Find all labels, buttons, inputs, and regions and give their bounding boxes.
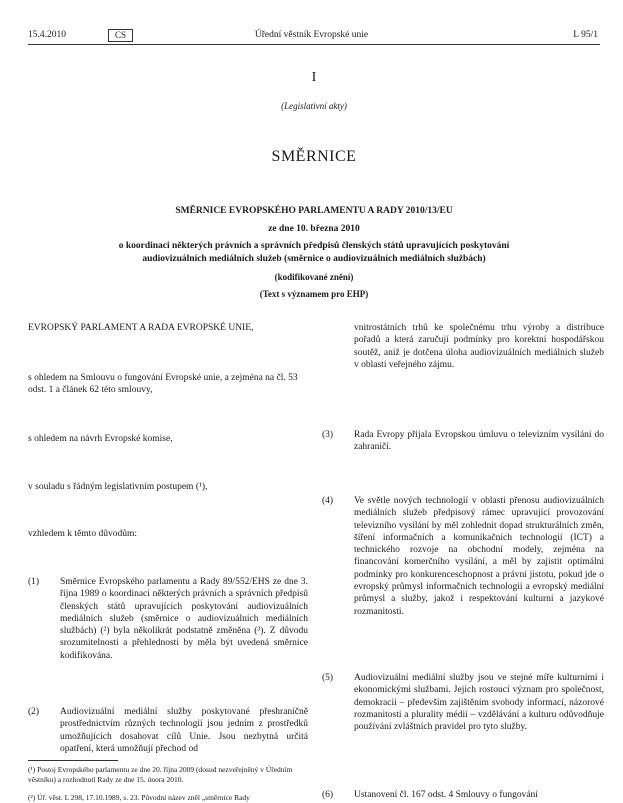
directive-subject-line1: o koordinaci některých právních a správních předpisů členských států upravujících poskytování xyxy=(118,241,510,251)
document-type: SMĚRNICE xyxy=(271,148,357,165)
recital-number: (4) xyxy=(322,496,334,506)
recital-text: Ve světle nových technologií v oblasti přenosu audiovizuálních mediálních služeb předpisový rámec upravující provozování televizního vysílání by měl zohlednit dopad strukturálních změn, šíření informačních a komunikačních technologií (ICT) a technického rozvoje na obchodní modely, zejména na financování komerčního vysílání, a měl by zajistit optimální podmínky pro konkurenceschopnost a právní jistotu, pokud jde o evropský průmysl informačních technologií a evropský mediální průmysl a služby, jakož i respektování kulturní a jazykové rozmanitosti. xyxy=(354,496,604,617)
recital-number: (5) xyxy=(322,673,334,683)
section-subtitle: (Legislativní akty) xyxy=(281,101,347,111)
codified-note: (kodifikované znění) xyxy=(274,272,354,282)
recital-number: (3) xyxy=(322,430,334,440)
section-roman: I xyxy=(311,70,317,85)
recital-text: Audiovizuální mediální služby jsou ve stejné míře kulturními i ekonomickými službami. Jejich rostoucí význam pro společnost, demokracii – především zajištěním svobody informací, názorové rozmanitosti a plurality médií – vzdělávání a kulturu odůvodňuje používání zvláštních pravidel pro tyto služby. xyxy=(354,673,604,733)
recital-number: (2) xyxy=(28,707,40,717)
recital-5 xyxy=(322,672,604,733)
footnote-2: (²) Úř. věst. L 298, 17.10.1989, s. 23. Původní název zněl „směrnice Rady xyxy=(28,793,250,802)
journal-reference: L 95/1 xyxy=(573,30,598,40)
language-code: CS xyxy=(108,29,133,42)
journal-name: Úřední věstník Evropské unie xyxy=(254,30,369,40)
recital-3 xyxy=(322,429,604,454)
preamble-citation-procedure: v souladu s řádným legislativním postupem (¹), xyxy=(28,482,208,492)
recital-text: Směrnice Evropského parlamentu a Rady 89/552/EHS ze dne 3. října 1989 o koordinaci některých právních a správních předpisů členských států upravujících poskytování audiovizuálních mediálních služeb (směrnice o audiovizuálních mediálních službách) (²) byla několikrát podstatně změněna (³). Z důvodu srozumitelnosti a přehlednosti by měla být uvedená směrnice kodifikována. xyxy=(60,577,308,661)
directive-date: ze dne 10. března 2010 xyxy=(268,224,360,234)
recital-4 xyxy=(322,495,604,618)
footnote-rule xyxy=(28,760,118,761)
recital-2-continuation: vnitrostátních trhů ke společnému trhu výroby a distribuce pořadů a která zaručují podmínky pro korektní hospodářskou soutěž, aniž je dotčena úloha audiovizuálních mediálních služeb v oblasti veřejného zájmu. xyxy=(354,323,604,370)
recital-1 xyxy=(28,576,308,662)
publication-date: 15.4.2010 xyxy=(28,30,66,40)
recital-2 xyxy=(28,706,308,755)
recital-number: (1) xyxy=(28,577,40,587)
recital-6 xyxy=(322,789,604,801)
recital-number: (6) xyxy=(322,790,334,800)
preamble-citation-proposal: s ohledem na návrh Evropské komise, xyxy=(28,434,173,444)
preamble-citation-treaty: s ohledem na Smlouvu o fungování Evropské unie, a zejména na čl. 53 odst. 1 a článek 62 této smlouvy, xyxy=(28,373,298,396)
recital-text: Rada Evropy přijala Evropskou úmluvu o televizním vysílání do zahraničí. xyxy=(354,430,604,453)
directive-title: SMĚRNICE EVROPSKÉHO PARLAMENTU A RADY 2010/13/EU xyxy=(175,206,453,216)
recital-text: Audiovizuální mediální služby poskytované přeshraničně prostřednictvím různých technologií jsou jedním z prostředků umožňujících dosahovat cílů Unie. Jsou nezbytná určitá opatření, která umožňují přechod od xyxy=(60,707,308,754)
directive-subject-line2: audiovizuálních mediálních služeb (směrnice o audiovizuálních mediálních službách) xyxy=(142,254,486,264)
preamble-whereas: vzhledem k těmto důvodům: xyxy=(28,529,137,539)
recital-text: Ustanovení čl. 167 odst. 4 Smlouvy o fungování xyxy=(354,790,538,800)
preamble-intro: EVROPSKÝ PARLAMENT A RADA EVROPSKÉ UNIE, xyxy=(28,323,254,333)
footnote-1: (¹) Postoj Evropského parlamentu ze dne 20. října 2009 (dosud nezveřejněný v Úředním věstníku) a rozhodnutí Rady ze dne 15. února 2010. xyxy=(28,765,293,784)
header-rule xyxy=(28,44,600,45)
eea-note: (Text s významem pro EHP) xyxy=(259,289,369,299)
